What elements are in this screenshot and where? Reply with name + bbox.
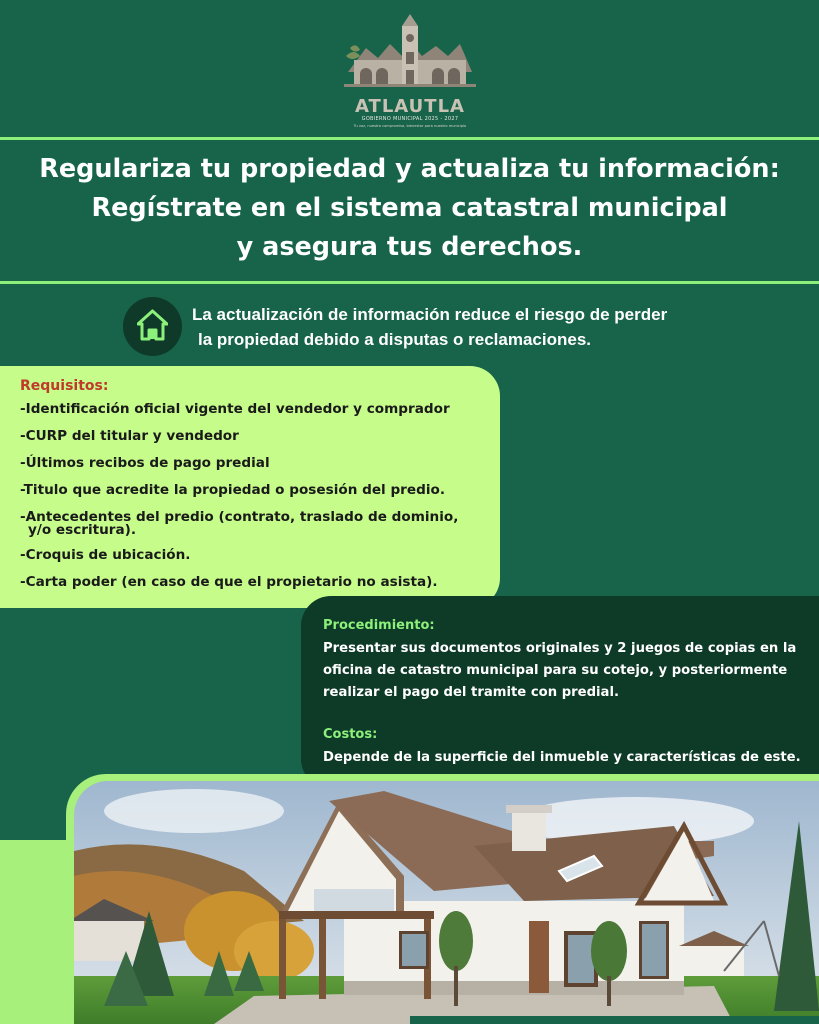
list-item: -Titulo que acredite la propiedad o posesión del predio.	[20, 482, 445, 498]
list-item: -Identificación oficial vigente del vendedor y comprador	[20, 401, 450, 417]
municipal-building-icon	[344, 12, 476, 96]
list-item: -Antecedentes del predio (contrato, traslado de dominio,	[20, 509, 459, 525]
headline-line-3: y asegura tus derechos.	[236, 232, 583, 262]
procedimiento-title: Procedimiento:	[323, 618, 435, 633]
divider-bottom	[0, 281, 819, 284]
bottom-strip	[410, 1016, 819, 1024]
house-illustration	[74, 781, 819, 1024]
info-line-1: La actualización de información reduce el riesgo de perder	[192, 305, 668, 324]
home-badge	[123, 297, 182, 356]
list-item: -CURP del titular y vendedor	[20, 428, 239, 444]
costos-title: Costos:	[323, 727, 378, 742]
divider-top	[0, 137, 819, 140]
procedimiento-line-1: Presentar sus documentos originales y 2 juegos de copias en la	[323, 641, 797, 656]
home-icon	[137, 309, 168, 341]
list-item: -Carta poder (en caso de que el propietario no asista).	[20, 574, 438, 590]
procedimiento-text	[323, 638, 808, 704]
list-item: -Últimos recibos de pago predial	[20, 455, 270, 471]
house-photo	[74, 781, 819, 1024]
headline-line-2: Regístrate en el sistema catastral municipal	[91, 193, 728, 223]
logo-tagline: Tu voz, nuestro compromiso, bienestar para nuestro municipio	[353, 124, 467, 128]
procedimiento-line-2: oficina de catastro municipal para su cotejo, y posteriormente	[323, 663, 788, 678]
requisitos-list	[20, 401, 500, 590]
procedimiento-line-3: realizar el pago del tramite con predial.	[323, 685, 619, 700]
list-item: y/o escritura).	[28, 522, 137, 538]
list-item: -Croquis de ubicación.	[20, 547, 191, 563]
costos-text: Depende de la superficie del inmueble y características de este.	[323, 750, 801, 765]
headline	[0, 150, 819, 267]
logo-name: ATLAUTLA	[355, 96, 465, 117]
headline-line-1: Regulariza tu propiedad y actualiza tu información:	[39, 154, 780, 184]
info-statement	[192, 302, 792, 352]
info-line-2: la propiedad debido a disputas o reclamaciones.	[198, 330, 591, 349]
logo-government-period: GOBIERNO MUNICIPAL 2025 - 2027	[361, 116, 459, 122]
atlautla-logo	[344, 12, 476, 128]
requisitos-title: Requisitos:	[20, 378, 109, 394]
